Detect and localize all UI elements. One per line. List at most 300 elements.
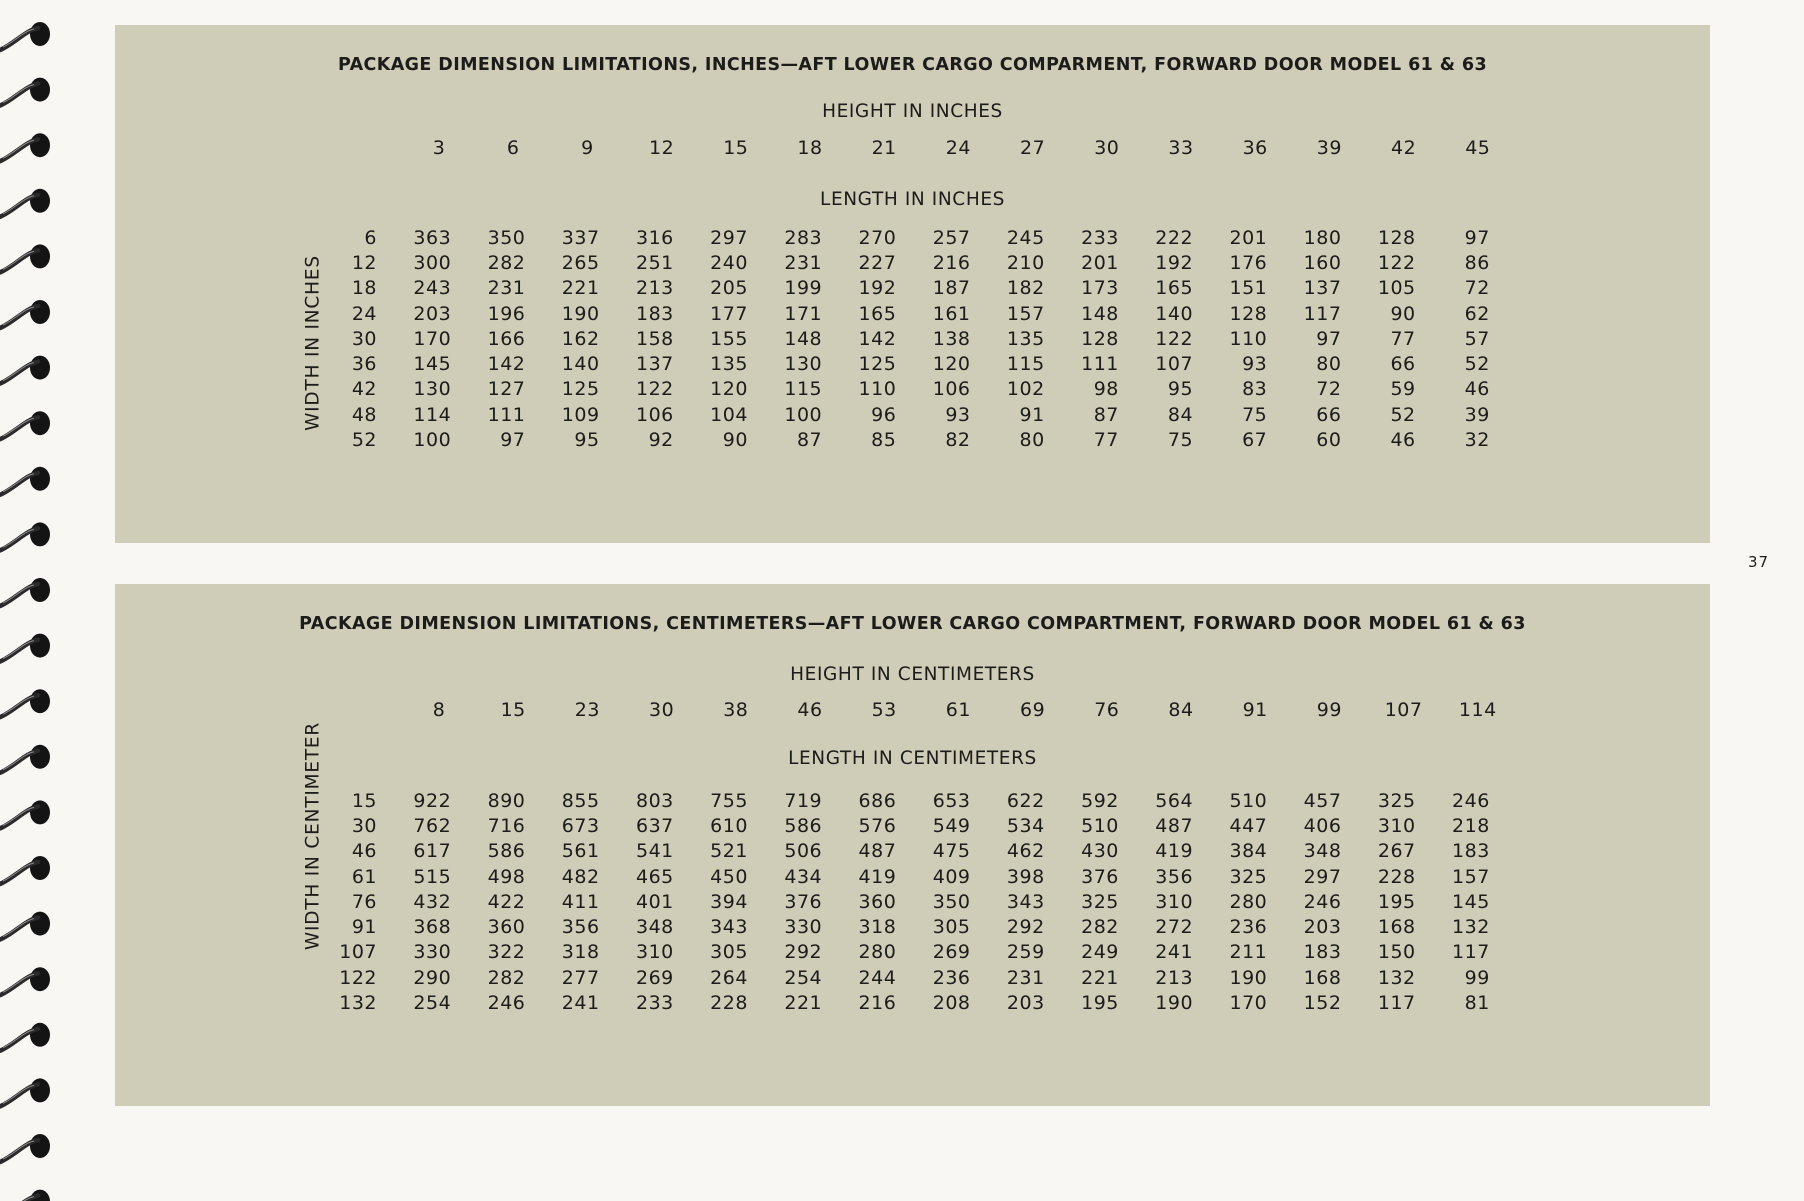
table-row [335, 351, 1490, 376]
length-value: 462 [1006, 840, 1045, 863]
length-value: 155 [710, 327, 748, 350]
length-value: 521 [710, 840, 748, 863]
length-value: 257 [932, 226, 971, 249]
length-value: 265 [561, 251, 600, 274]
length-value: 549 [932, 814, 971, 837]
table-row [335, 813, 1490, 838]
length-value: 90 [1390, 302, 1416, 325]
length-value: 586 [784, 814, 823, 837]
height-value: 91 [1242, 699, 1268, 721]
length-value: 592 [1081, 789, 1119, 812]
length-value: 221 [561, 277, 600, 300]
length-value: 107 [1155, 353, 1194, 376]
length-value: 241 [1155, 941, 1194, 964]
length-value: 283 [784, 226, 823, 249]
length-value: 176 [1229, 251, 1268, 274]
length-value: 72 [1316, 378, 1342, 401]
length-value: 80 [1316, 353, 1342, 376]
length-value: 75 [1242, 403, 1268, 426]
length-value: 96 [871, 403, 897, 426]
length-value: 151 [1229, 277, 1268, 300]
length-value: 363 [413, 226, 452, 249]
length-value: 216 [932, 251, 971, 274]
length-value: 62 [1464, 302, 1490, 325]
centimeters-width-axis-label: WIDTH IN CENTIMETER [302, 721, 324, 951]
length-value: 246 [1303, 890, 1342, 913]
spiral-coil [0, 1078, 50, 1106]
length-value: 177 [710, 302, 748, 325]
width-value: 91 [351, 916, 377, 939]
spiral-coil [0, 1134, 50, 1162]
table-row [335, 839, 1490, 864]
length-value: 719 [784, 789, 823, 812]
height-value: 9 [581, 137, 594, 159]
length-value: 290 [413, 966, 452, 989]
length-value: 148 [784, 327, 823, 350]
spiral-coil [0, 1023, 50, 1051]
length-value: 475 [932, 840, 971, 863]
width-value: 24 [351, 302, 377, 325]
spiral-coil [0, 1190, 50, 1201]
length-value: 86 [1464, 251, 1490, 274]
length-value: 259 [1006, 941, 1045, 964]
spiral-coil [0, 522, 50, 550]
width-value: 36 [351, 353, 377, 376]
table-row [335, 326, 1490, 351]
inches-height-values [115, 137, 1710, 163]
spiral-coil [0, 912, 50, 940]
length-value: 59 [1390, 378, 1416, 401]
length-value: 183 [1452, 840, 1490, 863]
width-value: 30 [351, 814, 377, 837]
length-value: 241 [561, 992, 600, 1015]
length-value: 46 [1464, 378, 1490, 401]
length-value: 457 [1303, 789, 1342, 812]
length-value: 120 [710, 378, 748, 401]
length-value: 401 [635, 890, 674, 913]
length-value: 419 [1155, 840, 1194, 863]
length-value: 106 [635, 403, 674, 426]
length-value: 755 [710, 789, 748, 812]
length-value: 142 [858, 327, 897, 350]
width-value: 18 [351, 277, 377, 300]
length-value: 564 [1155, 789, 1194, 812]
height-value: 69 [1020, 699, 1046, 721]
length-value: 165 [1155, 277, 1194, 300]
spiral-coil [0, 300, 50, 328]
length-value: 114 [413, 403, 452, 426]
length-value: 762 [413, 814, 452, 837]
length-value: 330 [784, 916, 823, 939]
length-value: 90 [722, 429, 748, 452]
length-value: 292 [1006, 916, 1045, 939]
length-value: 52 [1464, 353, 1490, 376]
length-value: 135 [710, 353, 748, 376]
length-value: 855 [561, 789, 600, 812]
length-value: 115 [1006, 353, 1045, 376]
length-value: 487 [858, 840, 897, 863]
inches-length-table [335, 225, 1490, 453]
length-value: 130 [784, 353, 823, 376]
length-value: 231 [487, 277, 526, 300]
length-value: 52 [1390, 403, 1416, 426]
table-row [335, 965, 1490, 990]
length-value: 183 [635, 302, 674, 325]
length-value: 166 [487, 327, 526, 350]
length-value: 203 [413, 302, 452, 325]
length-value: 394 [710, 890, 748, 913]
table-row [335, 990, 1490, 1015]
inches-table-panel [115, 25, 1710, 543]
height-value: 45 [1465, 137, 1491, 159]
length-value: 325 [1377, 789, 1416, 812]
width-value: 30 [351, 327, 377, 350]
height-value: 107 [1384, 699, 1423, 721]
length-value: 653 [932, 789, 971, 812]
length-value: 716 [487, 814, 526, 837]
length-value: 173 [1081, 277, 1119, 300]
length-value: 409 [932, 865, 971, 888]
length-value: 180 [1303, 226, 1342, 249]
height-value: 3 [432, 137, 446, 159]
length-value: 125 [858, 353, 897, 376]
length-value: 673 [561, 814, 600, 837]
length-value: 152 [1303, 992, 1342, 1015]
length-value: 350 [487, 226, 526, 249]
length-value: 187 [932, 277, 971, 300]
centimeters-height-values [115, 699, 1710, 725]
length-value: 343 [710, 916, 748, 939]
table-row [335, 301, 1490, 326]
length-value: 127 [487, 378, 526, 401]
page-number: 37 [1748, 553, 1770, 571]
length-value: 128 [1229, 302, 1268, 325]
length-value: 272 [1155, 916, 1194, 939]
height-value: 6 [506, 137, 520, 159]
height-value: 12 [649, 137, 675, 159]
length-value: 280 [858, 941, 897, 964]
length-value: 310 [635, 941, 674, 964]
length-value: 80 [1019, 429, 1045, 452]
height-value: 23 [574, 699, 600, 721]
height-value: 15 [500, 699, 526, 721]
length-value: 221 [1081, 966, 1119, 989]
length-value: 246 [1452, 789, 1490, 812]
length-value: 316 [635, 226, 674, 249]
spiral-coil [0, 800, 50, 828]
length-value: 100 [784, 403, 823, 426]
length-value: 325 [1081, 890, 1119, 913]
length-value: 46 [1390, 429, 1416, 452]
width-value: 76 [351, 890, 377, 913]
length-value: 110 [858, 378, 897, 401]
length-value: 122 [635, 378, 674, 401]
length-value: 195 [1081, 992, 1119, 1015]
length-value: 99 [1464, 966, 1490, 989]
length-value: 343 [1006, 890, 1045, 913]
length-value: 168 [1377, 916, 1416, 939]
length-value: 254 [784, 966, 823, 989]
length-value: 686 [858, 789, 897, 812]
length-value: 97 [500, 429, 526, 452]
length-value: 93 [1242, 353, 1268, 376]
length-value: 227 [858, 251, 897, 274]
spiral-coil [0, 22, 50, 50]
length-value: 637 [635, 814, 674, 837]
length-value: 95 [574, 429, 600, 452]
length-value: 236 [1229, 916, 1268, 939]
length-value: 430 [1081, 840, 1119, 863]
length-value: 104 [710, 403, 748, 426]
inches-table-title: PACKAGE DIMENSION LIMITATIONS, INCHES—AFT LOWER CARGO COMPARMENT, FORWARD DOOR MODEL 61 & 63 [337, 55, 1488, 75]
length-value: 330 [413, 941, 452, 964]
height-value: 36 [1242, 137, 1268, 159]
spiral-coil [0, 356, 50, 384]
length-value: 92 [648, 429, 674, 452]
length-value: 269 [635, 966, 674, 989]
length-value: 60 [1316, 429, 1342, 452]
length-value: 183 [1303, 941, 1342, 964]
length-value: 270 [858, 226, 897, 249]
length-value: 111 [487, 403, 526, 426]
length-value: 208 [932, 992, 971, 1015]
length-value: 228 [1377, 865, 1416, 888]
width-value: 61 [351, 865, 377, 888]
height-value: 84 [1168, 699, 1194, 721]
length-value: 310 [1377, 814, 1416, 837]
length-value: 213 [1155, 966, 1194, 989]
length-value: 211 [1229, 941, 1268, 964]
spiral-coil [0, 189, 50, 217]
length-value: 360 [858, 890, 897, 913]
height-value: 8 [432, 699, 446, 721]
height-value: 99 [1316, 699, 1342, 721]
length-value: 203 [1006, 992, 1045, 1015]
height-value: 39 [1316, 137, 1342, 159]
length-value: 190 [1229, 966, 1268, 989]
spiral-coil [0, 78, 50, 106]
width-value: 12 [351, 251, 377, 274]
length-value: 244 [858, 966, 897, 989]
length-value: 82 [945, 429, 971, 452]
length-value: 617 [413, 840, 452, 863]
length-value: 803 [635, 789, 674, 812]
length-value: 422 [487, 890, 526, 913]
length-value: 506 [784, 840, 823, 863]
length-value: 586 [487, 840, 526, 863]
length-value: 350 [932, 890, 971, 913]
table-row [335, 427, 1490, 452]
height-value: 42 [1391, 137, 1417, 159]
table-row [335, 250, 1490, 275]
length-value: 432 [413, 890, 452, 913]
length-value: 267 [1377, 840, 1416, 863]
length-value: 110 [1229, 327, 1268, 350]
length-value: 145 [413, 353, 452, 376]
length-value: 541 [635, 840, 674, 863]
length-value: 297 [1303, 865, 1342, 888]
length-value: 122 [1377, 251, 1416, 274]
spiral-coil [0, 967, 50, 995]
length-value: 75 [1167, 429, 1194, 452]
length-value: 140 [1155, 302, 1194, 325]
table-row [335, 225, 1490, 250]
length-value: 510 [1081, 814, 1119, 837]
length-value: 251 [635, 251, 674, 274]
length-value: 376 [784, 890, 823, 913]
length-value: 213 [635, 277, 674, 300]
length-value: 162 [561, 327, 600, 350]
length-value: 57 [1464, 327, 1490, 350]
length-value: 87 [796, 429, 823, 452]
length-value: 97 [1316, 327, 1342, 350]
centimeters-height-axis-label: HEIGHT IN CENTIMETERS [790, 664, 1035, 685]
length-value: 117 [1303, 302, 1342, 325]
length-value: 150 [1377, 941, 1416, 964]
spiral-coil [0, 244, 50, 272]
length-value: 384 [1229, 840, 1268, 863]
length-value: 510 [1229, 789, 1268, 812]
length-value: 168 [1303, 966, 1342, 989]
table-row [335, 889, 1490, 914]
length-value: 356 [561, 916, 600, 939]
length-value: 360 [487, 916, 526, 939]
length-value: 157 [1006, 302, 1045, 325]
height-value: 30 [1094, 137, 1120, 159]
height-value: 46 [797, 699, 823, 721]
length-value: 122 [1155, 327, 1194, 350]
height-value: 76 [1094, 699, 1120, 721]
length-value: 192 [1155, 251, 1194, 274]
table-row [335, 377, 1490, 402]
length-value: 348 [1303, 840, 1342, 863]
length-value: 87 [1093, 403, 1119, 426]
length-value: 201 [1229, 226, 1268, 249]
length-value: 117 [1452, 941, 1490, 964]
length-value: 246 [487, 992, 526, 1015]
spiral-coil [0, 745, 50, 773]
length-value: 138 [932, 327, 971, 350]
length-value: 105 [1377, 277, 1416, 300]
spiral-binding [0, 0, 60, 1201]
length-value: 39 [1464, 403, 1490, 426]
length-value: 142 [487, 353, 526, 376]
length-value: 83 [1242, 378, 1268, 401]
length-value: 254 [413, 992, 452, 1015]
height-value: 18 [797, 137, 823, 159]
length-value: 192 [858, 277, 897, 300]
length-value: 300 [413, 251, 452, 274]
length-value: 203 [1303, 916, 1342, 939]
length-value: 249 [1081, 941, 1119, 964]
length-value: 137 [1303, 277, 1342, 300]
length-value: 292 [784, 941, 823, 964]
length-value: 81 [1464, 992, 1490, 1015]
length-value: 32 [1464, 429, 1490, 452]
length-value: 85 [871, 429, 897, 452]
length-value: 205 [710, 277, 748, 300]
length-value: 922 [413, 789, 452, 812]
length-value: 196 [487, 302, 526, 325]
length-value: 398 [1006, 865, 1045, 888]
length-value: 305 [932, 916, 971, 939]
table-row [335, 864, 1490, 889]
spiral-coil [0, 689, 50, 717]
length-value: 106 [932, 378, 971, 401]
length-value: 310 [1155, 890, 1194, 913]
length-value: 130 [413, 378, 452, 401]
length-value: 356 [1155, 865, 1194, 888]
length-value: 325 [1229, 865, 1268, 888]
length-value: 534 [1006, 814, 1045, 837]
length-value: 171 [784, 302, 823, 325]
height-value: 21 [871, 137, 897, 159]
length-value: 148 [1081, 302, 1119, 325]
length-value: 190 [1155, 992, 1194, 1015]
length-value: 170 [1229, 992, 1268, 1015]
length-value: 269 [932, 941, 971, 964]
length-value: 277 [561, 966, 600, 989]
length-value: 84 [1167, 403, 1194, 426]
spiral-coil [0, 578, 50, 606]
width-value: 132 [339, 992, 377, 1015]
length-value: 434 [784, 865, 823, 888]
length-value: 157 [1452, 865, 1490, 888]
length-value: 233 [635, 992, 674, 1015]
length-value: 465 [635, 865, 674, 888]
width-value: 42 [351, 378, 377, 401]
length-value: 348 [635, 916, 674, 939]
width-value: 52 [351, 429, 377, 452]
spiral-coil [0, 856, 50, 884]
length-value: 450 [710, 865, 748, 888]
length-value: 210 [1006, 251, 1045, 274]
length-value: 282 [1081, 916, 1119, 939]
length-value: 109 [561, 403, 600, 426]
length-value: 231 [1006, 966, 1045, 989]
length-value: 622 [1006, 789, 1045, 812]
table-row [335, 276, 1490, 301]
length-value: 135 [1006, 327, 1045, 350]
length-value: 406 [1303, 814, 1342, 837]
width-value: 46 [351, 840, 377, 863]
length-value: 165 [858, 302, 897, 325]
length-value: 77 [1093, 429, 1119, 452]
spiral-coil [0, 133, 50, 161]
length-value: 100 [413, 429, 452, 452]
length-value: 419 [858, 865, 897, 888]
height-value: 30 [649, 699, 675, 721]
length-value: 117 [1377, 992, 1416, 1015]
length-value: 233 [1081, 226, 1119, 249]
inches-length-axis-label: LENGTH IN INCHES [820, 189, 1005, 210]
height-value: 15 [723, 137, 749, 159]
length-value: 218 [1452, 814, 1490, 837]
table-row [335, 940, 1490, 965]
height-value: 33 [1168, 137, 1194, 159]
length-value: 98 [1093, 378, 1119, 401]
length-value: 297 [710, 226, 748, 249]
length-value: 137 [635, 353, 674, 376]
height-value: 114 [1458, 699, 1497, 721]
width-value: 122 [339, 966, 377, 989]
length-value: 282 [487, 251, 526, 274]
length-value: 318 [858, 916, 897, 939]
height-value: 24 [945, 137, 971, 159]
length-value: 216 [858, 992, 897, 1015]
length-value: 447 [1229, 814, 1268, 837]
length-value: 337 [561, 226, 600, 249]
